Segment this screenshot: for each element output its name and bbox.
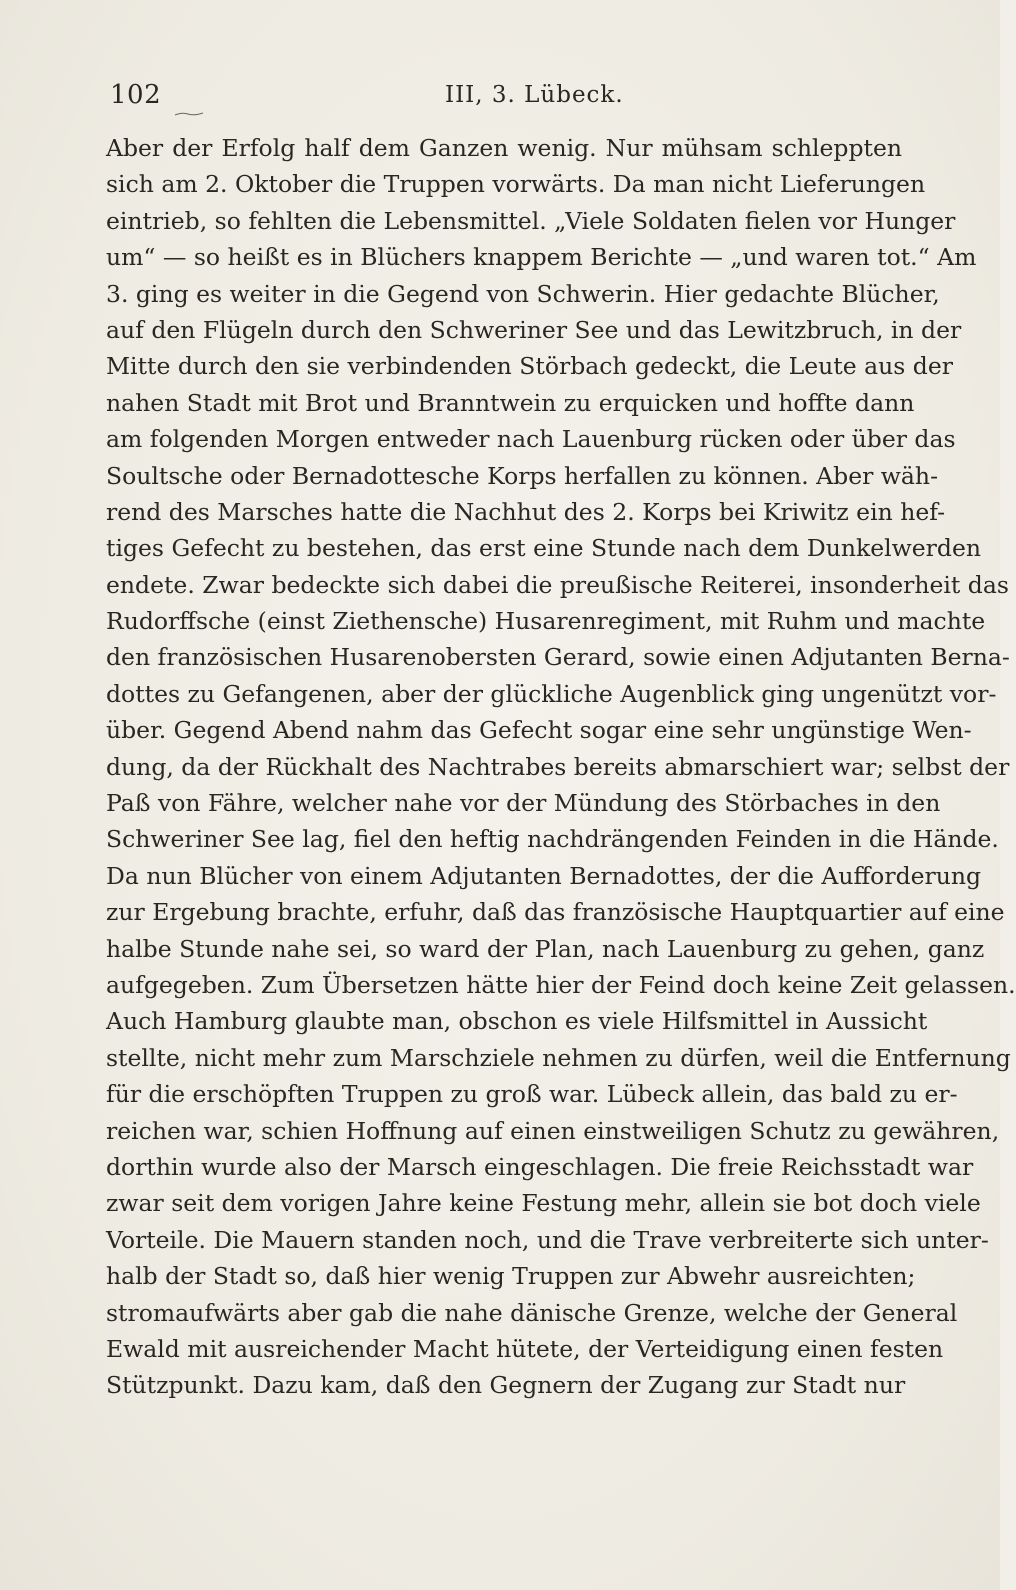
text-line: zur Ergebung brachte, erfuhr, daß das französische Hauptquartier auf eine <box>106 898 1005 927</box>
text-line: nahen Stadt mit Brot und Branntwein zu erquicken und hoffte dann <box>106 388 915 417</box>
text-line: 3. ging es weiter in die Gegend von Schwerin. Hier gedachte Blücher, <box>106 279 940 308</box>
text-line: dung, da der Rückhalt des Nachtrabes bereits abmarschiert war; selbst der <box>106 752 1010 781</box>
running-head: III, 3. Lübeck. <box>445 82 624 108</box>
text-line: über. Gegend Abend nahm das Gefecht sogar eine sehr ungünstige Wen- <box>106 716 972 745</box>
text-line: endete. Zwar bedeckte sich dabei die preußische Reiterei, insonderheit das <box>106 570 1009 599</box>
text-line: Mitte durch den sie verbindenden Störbach gedeckt, die Leute aus der <box>106 352 953 381</box>
page-number: 102 <box>110 80 162 110</box>
text-line: Ewald mit ausreichender Macht hütete, der Verteidigung einen festen <box>106 1334 944 1363</box>
text-line: für die erschöpften Truppen zu groß war. Lübeck allein, das bald zu er- <box>106 1080 958 1109</box>
text-line: halb der Stadt so, daß hier wenig Truppen zur Abwehr ausreichten; <box>106 1262 916 1291</box>
text-line: Paß von Fähre, welcher nahe vor der Mündung des Störbaches in den <box>106 789 941 818</box>
text-line: stromaufwärts aber gab die nahe dänische Grenze, welche der General <box>106 1298 958 1327</box>
text-line: tiges Gefecht zu bestehen, das erst eine Stunde nach dem Dunkelwerden <box>106 534 981 563</box>
text-line: reichen war, schien Hoffnung auf einen einstweiligen Schutz zu gewähren, <box>106 1116 1000 1145</box>
text-line: Rudorffsche (einst Ziethensche) Husarenregiment, mit Ruhm und machte <box>106 607 986 636</box>
text-line: Auch Hamburg glaubte man, obschon es viele Hilfsmittel in Aussicht <box>106 1007 928 1036</box>
text-line: Soultsche oder Bernadottesche Korps herfallen zu können. Aber wäh- <box>106 461 939 490</box>
text-line: dorthin wurde also der Marsch eingeschlagen. Die freie Reichsstadt war <box>106 1152 974 1181</box>
text-line: Da nun Blücher von einem Adjutanten Bernadottes, der die Aufforderung <box>106 861 982 890</box>
text-line: dottes zu Gefangenen, aber der glückliche Augenblick ging ungenützt vor- <box>106 679 997 708</box>
text-line: sich am 2. Oktober die Truppen vorwärts. Da man nicht Lieferungen <box>106 170 926 199</box>
text-line: rend des Marsches hatte die Nachhut des 2. Korps bei Kriwitz ein hef- <box>106 497 946 526</box>
text-line: Vorteile. Die Mauern standen noch, und die Trave verbreiterte sich unter- <box>106 1225 989 1254</box>
text-line: auf den Flügeln durch den Schweriner See und das Lewitzbruch, in der <box>106 315 962 344</box>
text-line: aufgegeben. Zum Übersetzen hätte hier der Feind doch keine Zeit gelassen. <box>106 970 1016 999</box>
text-line: Stützpunkt. Dazu kam, daß den Gegnern der Zugang zur Stadt nur <box>106 1371 906 1400</box>
text-line: um“ — so heißt es in Blüchers knappem Berichte — „und waren tot.“ Am <box>106 243 977 272</box>
text-line: stellte, nicht mehr zum Marschziele nehmen zu dürfen, weil die Entfernung <box>106 1043 1011 1072</box>
ink-mark <box>174 106 204 118</box>
text-line: eintrieb, so fehlten die Lebensmittel. „Viele Soldaten fielen vor Hunger <box>106 206 956 235</box>
text-line: zwar seit dem vorigen Jahre keine Festung mehr, allein sie bot doch viele <box>106 1189 981 1218</box>
text-line: Aber der Erfolg half dem Ganzen wenig. Nur mühsam schleppten <box>106 134 902 162</box>
text-line: am folgenden Morgen entweder nach Lauenburg rücken oder über das <box>106 425 956 454</box>
body-text <box>106 130 1016 1404</box>
text-line: halbe Stunde nahe sei, so ward der Plan, nach Lauenburg zu gehen, ganz <box>106 934 985 963</box>
text-line: Schweriner See lag, fiel den heftig nachdrängenden Feinden in die Hände. <box>106 825 999 854</box>
page-header <box>110 80 900 120</box>
text-line: den französischen Husarenobersten Gerard, sowie einen Adjutanten Berna- <box>106 643 1010 672</box>
